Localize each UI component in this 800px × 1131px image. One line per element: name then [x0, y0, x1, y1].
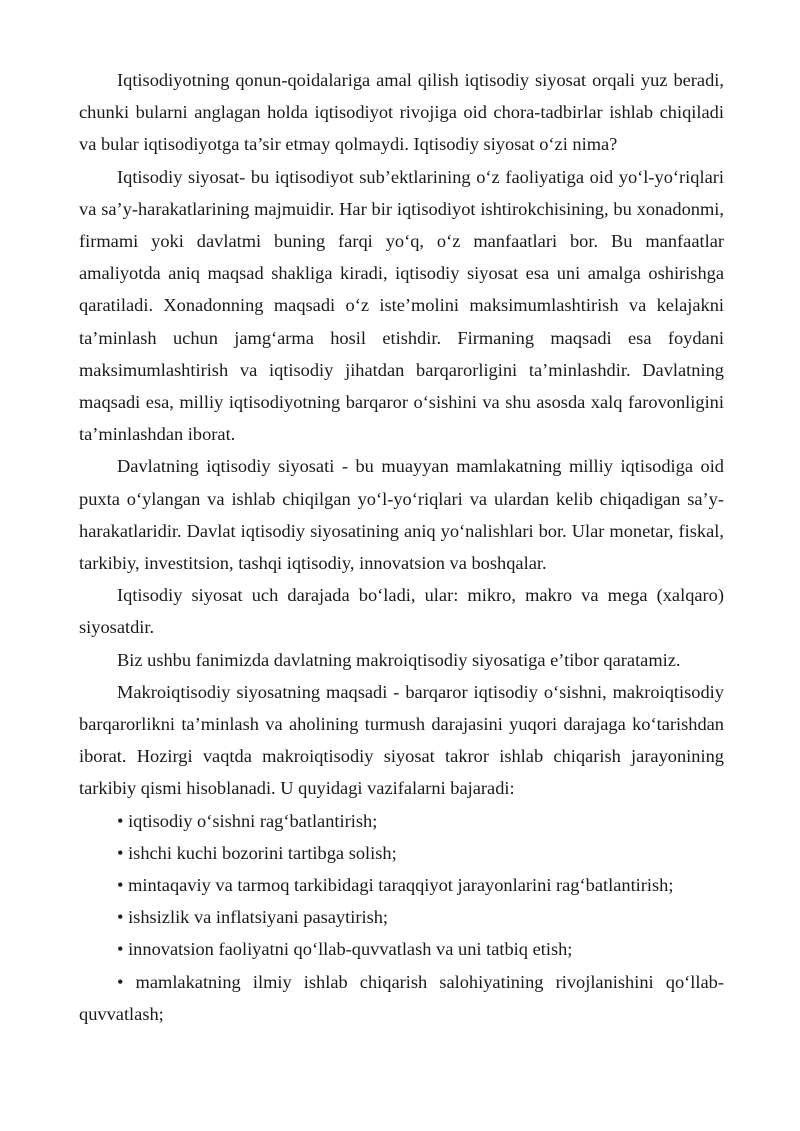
bullet-icon: • [117, 939, 124, 960]
bullet-icon: • [117, 810, 124, 831]
list-item-text: iqtisodiy o‘sishni rag‘batlantirish; [128, 810, 378, 831]
tasks-list [79, 805, 724, 1030]
paragraph-1: Iqtisodiyotning qonun-qoidalariga amal qilish iqtisodiy siyosat orqali yuz beradi, chunki bularni anglagan holda iqtisodiyot rivojiga oid chora-tadbirlar ishlab chiqiladi va bular iqtisodiyotga ta’sir etmay qolmaydi. Iqtisodiy siyosat o‘zi nima? [79, 70, 724, 155]
bullet-icon: • [117, 875, 124, 896]
paragraph-6: Makroiqtisodiy siyosatning maqsadi - barqaror iqtisodiy o‘sishni, makroiqtisodiy barqarorlikni ta’minlash va aholining turmush darajasini yuqori darajaga ko‘tarishdan iborat. Hozirgi vaqtda makroiqtisodiy siyosat takror ishlab chiqarish jarayonining tarkibiy qismi hisoblanadi. U quyidagi vazifalarni bajaradi: [79, 681, 724, 799]
list-item-text: ishchi kuchi bozorini tartibga solish; [128, 842, 397, 863]
list-item [79, 837, 724, 869]
list-item-text: mamlakatning ilmiy ishlab chiqarish salohiyatining rivojlanishini qo‘llab-quvvatlash; [79, 971, 724, 1024]
paragraph-5: Biz ushbu fanimizda davlatning makroiqtisodiy siyosatiga e’tibor qaratamiz. [117, 649, 681, 670]
paragraph-2: Iqtisodiy siyosat- bu iqtisodiyot sub’ektlarining o‘z faoliyatiga oid yo‘l-yo‘riqlari va sa’y-harakatlarining majmuidir. Har bir iqtisodiyot ishtirokchisining, bu xonadonmi, firmami yoki davlatmi buning farqi yo‘q, o‘z manfaatlari bor. Bu manfaatlar amaliyotda aniq maqsad shakliga kiradi, iqtisodiy siyosat esa uni amalga oshirishga qaratiladi. Xonadonning maqsadi o‘z iste’molini maksimumlashtirish va kelajakni ta’minlash uchun jamg‘arma hosil etishdir. Firmaning maqsadi esa foydani maksimumlashtirish va iqtisodiy jihatdan barqarorligini ta’minlashdir. Davlatning maqsadi esa, milliy iqtisodiyotning barqaror o‘sishini va shu asosda xalq farovonligini ta’minlashdan iborat. [79, 166, 724, 445]
list-item [79, 901, 724, 933]
bullet-icon: • [117, 842, 124, 863]
paragraph-3: Davlatning iqtisodiy siyosati - bu muayyan mamlakatning milliy iqtisodiga oid puxta o‘ylangan va ishlab chiqilgan yo‘l-yo‘riqlari va ulardan kelib chiqadigan sa’y-harakatlaridir. Davlat iqtisodiy siyosatining aniq yo‘nalishlari bor. Ular monetar, fiskal, tarkibiy, investitsion, tashqi iqtisodiy, innovatsion va boshqalar. [79, 456, 724, 574]
paragraph-4: Iqtisodiy siyosat uch darajada bo‘ladi, ular: mikro, makro va mega (xalqaro) siyosatdir. [79, 585, 724, 638]
list-item-text: ishsizlik va inflatsiyani pasaytirish; [128, 907, 389, 928]
list-item [79, 805, 724, 837]
list-item-text: mintaqaviy va tarmoq tarkibidagi taraqqiyot jarayonlarini rag‘batlantirish; [128, 875, 674, 896]
list-item [79, 933, 724, 965]
list-item [79, 869, 724, 901]
list-item-text: innovatsion faoliyatni qo‘llab-quvvatlash va uni tatbiq etish; [128, 939, 573, 960]
list-item [79, 966, 724, 1030]
bullet-icon: • [117, 907, 124, 928]
bullet-icon: • [117, 971, 124, 992]
